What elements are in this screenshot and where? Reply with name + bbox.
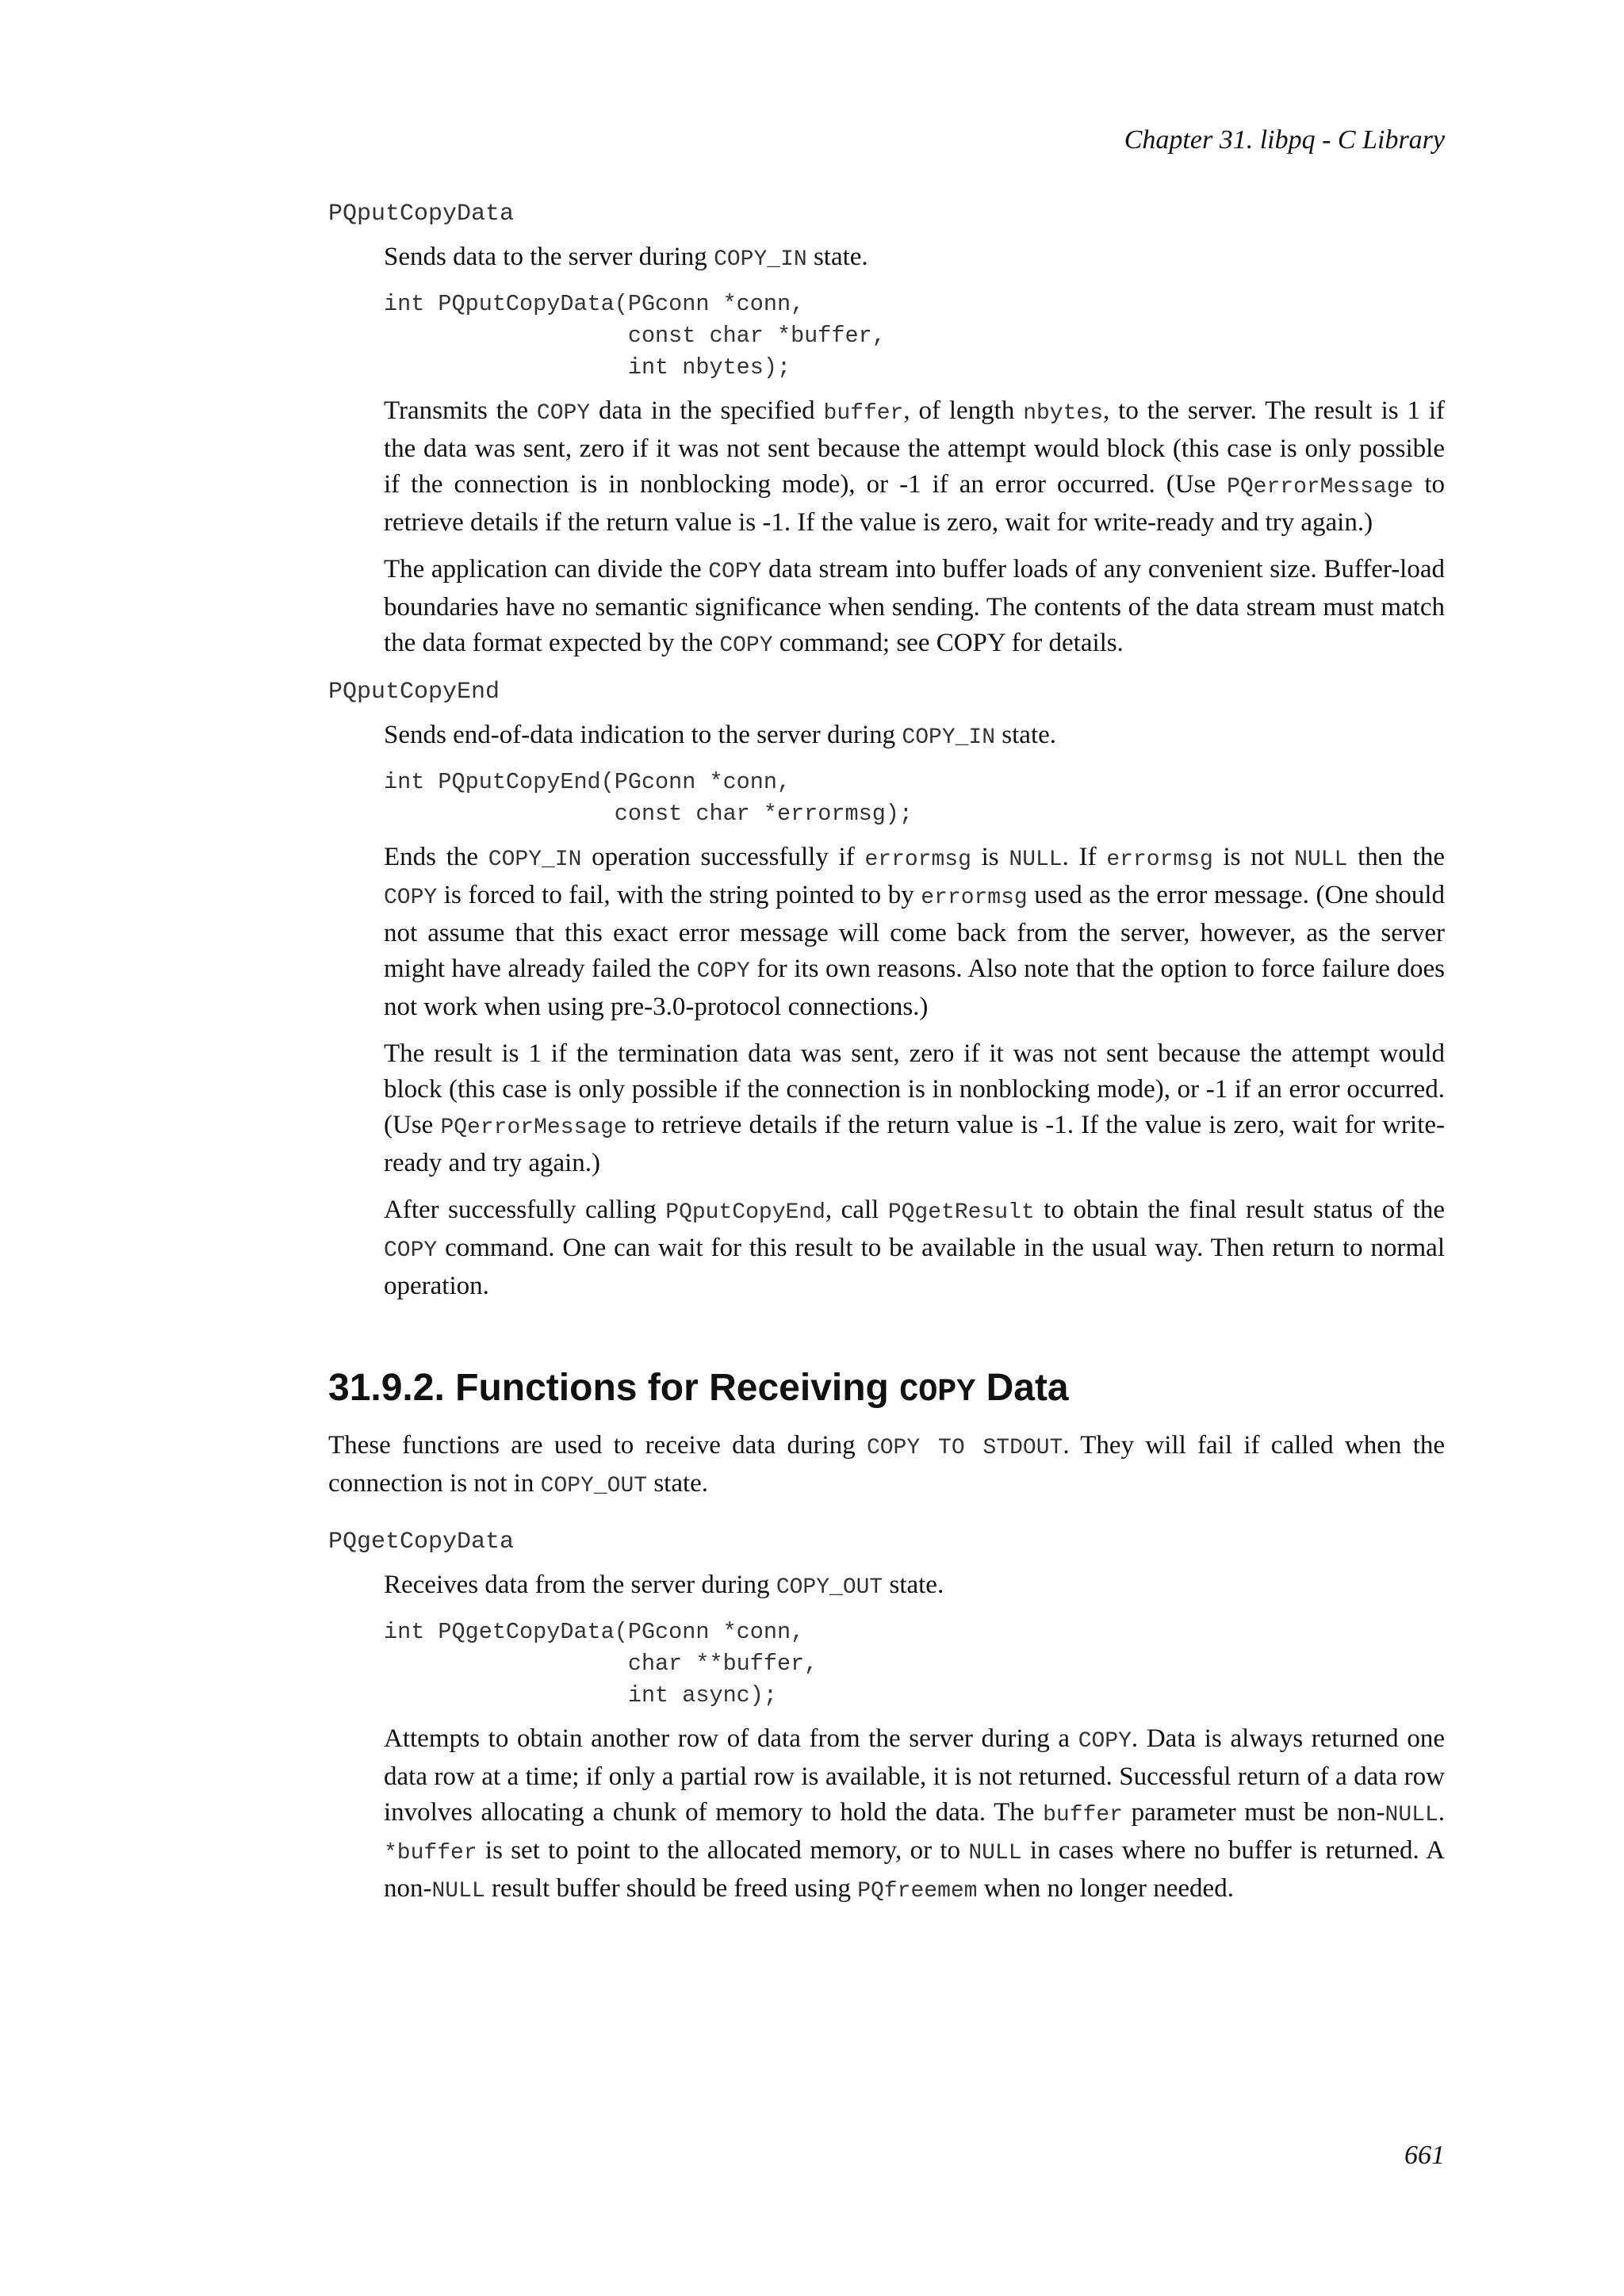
- text-run: Attempts to obtain another row of data from the server during a: [384, 1724, 1078, 1753]
- inline-code: PQerrorMessage: [1227, 475, 1414, 499]
- inline-code: COPY: [708, 560, 762, 584]
- section-heading: [328, 1364, 1445, 1417]
- function-body: [384, 239, 1445, 664]
- text-run: to retrieve details if the return value is -1. If the value is zero, wait for write-ready and try again.): [384, 1111, 1445, 1177]
- inline-code: COPY_IN: [714, 247, 807, 272]
- text-run: . If: [1062, 843, 1107, 871]
- inline-code: PQerrorMessage: [440, 1115, 627, 1140]
- inline-code: NULL: [431, 1879, 485, 1904]
- text-run: in cases where no buffer is returned. A non-: [384, 1836, 1445, 1903]
- page-content: [328, 197, 1445, 1920]
- inline-code: errormsg: [1106, 848, 1213, 872]
- section-intro: [328, 1428, 1445, 1504]
- running-head: Chapter 31. libpq - C Library: [1124, 125, 1445, 155]
- inline-code: COPY_OUT: [776, 1575, 883, 1600]
- text-run: command; see COPY for details.: [772, 629, 1124, 657]
- function-body: [384, 718, 1445, 1304]
- function-description: [384, 718, 1445, 756]
- text-run: is forced to fail, with the string pointed to by: [437, 881, 921, 909]
- section-title-text-end: Data: [986, 1367, 1069, 1409]
- text-run: operation successfully if: [581, 843, 865, 871]
- function-entry-pqputcopydata: [328, 197, 1445, 664]
- paragraph: [384, 552, 1445, 664]
- inline-code: errormsg: [864, 848, 971, 872]
- paragraph: [384, 1192, 1445, 1304]
- inline-code: NULL: [968, 1841, 1022, 1866]
- inline-code: COPY_IN: [488, 848, 582, 872]
- text-run: The application can divide the: [384, 555, 709, 584]
- text-run: These functions are used to receive data during: [328, 1431, 867, 1460]
- text-run: After successfully calling: [384, 1196, 666, 1224]
- function-synopsis: int PQgetCopyData(PGconn *conn, char **buffer, int async);: [384, 1619, 818, 1709]
- text-run: to obtain the final result status of the: [1034, 1196, 1446, 1224]
- inline-code: COPY: [696, 959, 750, 984]
- inline-code: PQputCopyEnd: [665, 1200, 825, 1225]
- function-synopsis: int PQputCopyData(PGconn *conn, const char *buffer, int nbytes);: [384, 291, 886, 381]
- inline-code: COPY: [384, 1238, 438, 1263]
- text-run: . They will fail if called when the connection is not in: [328, 1431, 1446, 1498]
- text-run: Sends end-of-data indication to the server during: [384, 721, 902, 749]
- text-run: is: [971, 843, 1009, 871]
- text-run: state.: [883, 1571, 944, 1599]
- paragraph: [384, 393, 1445, 541]
- text-run: when no longer needed.: [977, 1874, 1234, 1903]
- function-term: PQputCopyData: [328, 201, 515, 228]
- text-run: , of length: [903, 396, 1024, 425]
- page-number: 661: [1404, 2141, 1445, 2170]
- inline-code: COPY TO STDOUT: [866, 1436, 1063, 1460]
- text-run: data stream into buffer loads of any convenient size. Buffer-load boundaries have no semantic significance when sending. The contents of the data stream must match the data format expected by the: [384, 555, 1445, 657]
- inline-code: PQgetResult: [887, 1200, 1035, 1225]
- inline-code: nbytes: [1023, 401, 1104, 426]
- paragraph: [384, 1721, 1445, 1909]
- paragraph: [384, 840, 1445, 1025]
- inline-code: NULL: [1294, 848, 1348, 872]
- section-title-text: Functions for Receiving: [455, 1367, 889, 1409]
- text-run: state.: [647, 1469, 709, 1498]
- text-run: state.: [995, 721, 1057, 749]
- inline-code: buffer: [1043, 1803, 1123, 1827]
- inline-code: NULL: [1385, 1803, 1438, 1827]
- text-run: parameter must be non-: [1122, 1798, 1385, 1827]
- text-run: Transmits the: [384, 396, 537, 425]
- text-run: , to the server. The result is 1 if the data was sent, zero if it was not sent because the attempt would block (this case is only possible if the connection is in nonblocking mode), or -1 if an error occurred. (Use: [384, 396, 1445, 499]
- text-run: Ends the: [384, 843, 488, 871]
- text-run: is set to point to the allocated memory, or to: [477, 1836, 969, 1865]
- text-run: for its own reasons. Also note that the option to force failure does not work when using pre-3.0-protocol connections.): [384, 955, 1445, 1021]
- inline-code: errormsg: [921, 886, 1028, 910]
- inline-code: COPY: [1078, 1729, 1132, 1754]
- text-run: . Data is always returned one data row at a time; if only a partial row is available, it is not returned. Successful return of a data row involves allocating a chunk of memory to hold the data. The: [384, 1724, 1445, 1827]
- section-number: 31.9.2.: [328, 1367, 445, 1409]
- text-run: to retrieve details if the return value is -1. If the value is zero, wait for write-ready and try again.): [384, 470, 1445, 537]
- text-run: state.: [806, 243, 868, 271]
- text-run: used as the error message. (One should not assume that this exact error message will come back from the server, however, as the server might have already failed the: [384, 881, 1445, 983]
- function-description: [384, 239, 1445, 277]
- text-run: then the: [1347, 843, 1445, 871]
- inline-code: *buffer: [384, 1841, 477, 1866]
- function-synopsis: int PQputCopyEnd(PGconn *conn, const char *errormsg);: [384, 769, 914, 827]
- inline-code: NULL: [1009, 848, 1063, 872]
- inline-code: PQfreemem: [857, 1879, 978, 1904]
- text-run: result buffer should be freed using: [485, 1874, 858, 1903]
- paragraph: [384, 1036, 1445, 1181]
- text-run: The result is 1 if the termination data was sent, zero if it was not sent because the attempt would block (this case is only possible if the connection is in nonblocking mode), or -1 if an error occurred. (Use: [384, 1039, 1445, 1139]
- text-run: Sends data to the server during: [384, 243, 714, 271]
- section-title-code: COPY: [899, 1375, 976, 1410]
- text-run: , call: [825, 1196, 888, 1224]
- function-term: PQputCopyEnd: [328, 679, 500, 706]
- inline-code: buffer: [823, 401, 904, 426]
- function-description: [384, 1567, 1445, 1605]
- inline-code: COPY_OUT: [540, 1474, 648, 1498]
- function-entry-pqputcopyend: [328, 675, 1445, 1304]
- function-body: [384, 1567, 1445, 1909]
- inline-code: COPY: [536, 401, 591, 426]
- text-run: is not: [1212, 843, 1295, 871]
- text-run: data in the specified: [590, 396, 824, 425]
- function-term: PQgetCopyData: [328, 1529, 515, 1556]
- function-entry-pqgetcopydata: [328, 1525, 1445, 1909]
- inline-code: COPY: [384, 886, 438, 910]
- inline-code: COPY_IN: [902, 725, 996, 750]
- text-run: command. One can wait for this result to be available in the usual way. Then return to normal operation.: [384, 1234, 1445, 1300]
- text-run: .: [1438, 1798, 1445, 1827]
- text-run: Receives data from the server during: [384, 1571, 776, 1599]
- inline-code: COPY: [719, 633, 773, 658]
